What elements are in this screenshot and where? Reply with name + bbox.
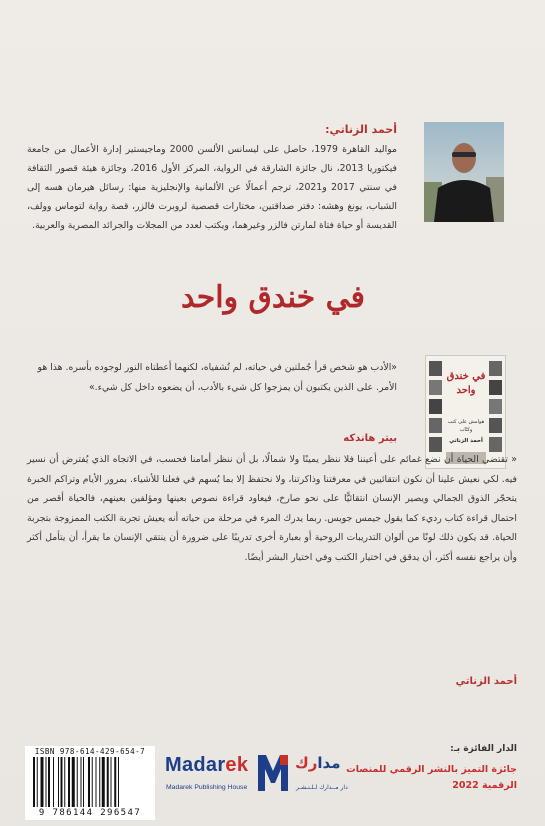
award-text: جائزة التميز بالنشر الرقمي للمنصات الرقمية 2022 — [346, 764, 517, 791]
thumbnail-title: في خندق واحد — [446, 371, 486, 396]
handke-quote-author: بيتر هاندكه — [343, 433, 397, 444]
isbn-label: ISBN 978-614-429-654-7 — [34, 747, 146, 756]
author-name: أحمد الزناتي: — [325, 123, 397, 136]
isbn-digits: 9 786144 296547 — [38, 808, 142, 818]
publisher-m-icon — [256, 753, 290, 797]
author-bio: مواليد القاهرة 1979، حاصل على ليسانس الألسن 2000 وماجيستير إدارة الأعمال من جامعة فيكتوريا 2013، نال جائزة الشارقة في الرواية، المركز الأول 2016، وجائزة هيئة قصور الثقافة في سنتي 2017 و2021، ترجم أعمالًا عن الألمانية والإنجليزية منها: رسائل هيرمان هسه إلى الشباب، يونغ وهشه: دفتر صداقتين، مختارات قصصية لروبرت فالزر، قصة رواية لتوماس وولف، القديسة أو حياة فتاة لمارتن فالزر وغيرهما، ويكتب لعدد من المجلات والجرائد المصرية والعربية. — [27, 144, 398, 231]
barcode-bars — [33, 757, 147, 807]
author-photo — [424, 122, 504, 222]
thumbnail-author: أحمد الزناتي — [449, 438, 483, 444]
publisher-tagline-arabic: دار مــدارك لـلـنـشـر — [296, 784, 348, 791]
publisher-logo-latin: Madarek — [165, 754, 249, 776]
publisher-tagline-latin: Madarek Publishing House — [166, 784, 248, 791]
book-title: في خندق واحد — [181, 280, 365, 315]
publisher-logo-arabic: مدارك — [295, 754, 341, 772]
author-quote-signature: أحمد الزناتي — [455, 676, 517, 687]
isbn-barcode — [25, 746, 155, 820]
author-quote: « تقتضي الحياة أن نضع غمائم على أعيننا فلا ننظر يمينًا ولا شمالًا، بل أن ننظر أمامنا فحسب، في الاتجاه الذي يُفترض أن نسير فيه. لكي نعيش علينا أن نكون انتقائيين في معرفتنا وذاكرتنا، ولا نحتفظ إلا بما يُسهم في فعلنا للأشياء. بمرور الأيام وتراكم الخبرة يتحجّر الذوق الجمالي ويصير الإنسان انتقائيًّا على نحو صارخ، فيعاود قراءة نصوص بعينها ومؤلفين بعينهم، فالحياة أقصر من احتمال قراءة كتاب رديء كما يقول جيمس جويس. ربما يدرك المرء في مرحلة من حياته أنه يعيش تجربة الكتب الممزوجة بتجربة الحياة. قد يكون ذلك لونًا من ألوان التدريبات الروحية أو بعبارة أخرى تدريبًا على ضرورة أن ينتقي الإنسان ما يقرأ، أن يتأمل أكثر وأن يراجع نفسه أكثر، أن يدقق في اختيار الكتب وفي اختيار البشر أيضًا. — [27, 454, 517, 563]
thumbnail-subtitle: هوامش على كتب وكتّاب — [447, 419, 485, 433]
award-heading: الدار الفائزة بـ: — [450, 744, 517, 754]
handke-quote: «الأدب هو شخص قرأ جُملتين في حياته، لم تُشفياه، لكنهما أعطتاه النور لوجوده بأسره. هذا هو الأمر. على الذين يكتبون أن يمزجوا كل شيء بالأدب، أن يضعوه داخل كل شيء.» — [37, 362, 397, 393]
